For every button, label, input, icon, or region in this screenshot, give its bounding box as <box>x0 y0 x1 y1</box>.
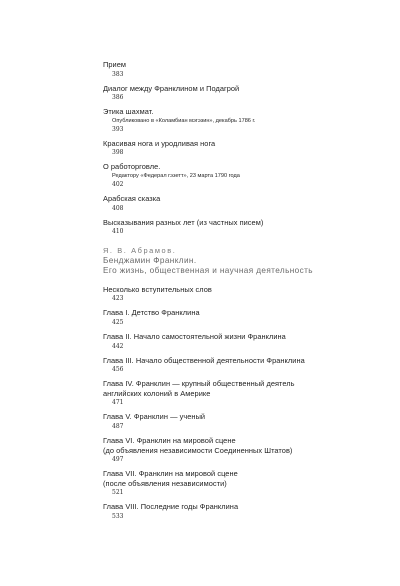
toc-entry-page: 408 <box>112 204 124 212</box>
toc-entry-page: 410 <box>112 228 124 236</box>
toc-entry-page: 402 <box>112 180 124 188</box>
toc-entry-title: О работорговле. <box>103 162 161 172</box>
toc-entry-note: Редактору «Федерал гэзетт», 23 марта 1790 года <box>112 172 240 179</box>
toc-entry[interactable] <box>103 412 383 431</box>
toc-entry[interactable] <box>103 469 383 497</box>
toc-entry-title: Глава II. Начало самостоятельной жизни Франклина <box>103 331 286 341</box>
table-of-contents <box>103 60 383 526</box>
toc-entry[interactable] <box>103 332 383 351</box>
toc-entry-page: 487 <box>112 422 124 430</box>
toc-entry-title: Глава V. Франклин — ученый <box>103 412 206 422</box>
section-author: Я. В. Абрамов. <box>103 246 177 256</box>
toc-entry[interactable] <box>103 379 383 407</box>
toc-entry-note: Опубликовано в «Коламбиан мэгэзин», декабрь 1786 г. <box>112 117 256 124</box>
toc-entry[interactable] <box>103 356 383 375</box>
toc-entry-title: Глава IV. Франклин — крупный общественный деятель <box>103 379 295 389</box>
toc-entry-page: 533 <box>112 512 124 520</box>
section-title-line1: Бенджамин Франклин. <box>103 255 197 265</box>
toc-entry-page: 442 <box>112 342 124 350</box>
toc-entry-title-continued: английских колоний в Америке <box>103 388 211 398</box>
toc-entry-title: Диалог между Франклином и Подагрой <box>103 83 240 93</box>
section-title-line2: Его жизнь, общественная и научная деятельность <box>103 265 313 275</box>
toc-entry-page: 383 <box>112 70 124 78</box>
toc-entry[interactable] <box>103 107 383 134</box>
toc-entry-page: 521 <box>112 489 124 497</box>
toc-entry-title: Глава III. Начало общественной деятельности Франклина <box>103 355 305 365</box>
toc-entry-title: Глава I. Детство Франклина <box>103 308 200 318</box>
toc-entry-title: Глава VII. Франклин на мировой сцене <box>103 469 238 479</box>
toc-entry-page: 393 <box>112 125 124 133</box>
toc-entry-page: 471 <box>112 399 124 407</box>
toc-entry-page: 386 <box>112 94 124 102</box>
toc-entry-title: Красивая нога и уродливая нога <box>103 138 216 148</box>
toc-entry-title: Высказывания разных лет (из частных писем) <box>103 217 264 227</box>
toc-entry-title-continued: (до объявления независимости Соединенных Штатов) <box>103 445 293 455</box>
toc-entry-title: Глава VIII. Последние годы Франклина <box>103 502 239 512</box>
toc-entry[interactable] <box>103 194 383 213</box>
toc-entry-title: Прием <box>103 60 126 69</box>
toc-entry[interactable] <box>103 162 383 189</box>
toc-entry[interactable] <box>103 60 383 79</box>
toc-entry[interactable] <box>103 308 383 327</box>
toc-entry[interactable] <box>103 285 383 304</box>
toc-entry[interactable] <box>103 502 383 521</box>
toc-entry-page: 456 <box>112 366 124 374</box>
toc-entry[interactable] <box>103 84 383 103</box>
toc-entry-title-continued: (после объявления независимости) <box>103 478 227 488</box>
toc-entry-title: Глава VI. Франклин на мировой сцене <box>103 435 236 445</box>
toc-entry-title: Арабская сказка <box>103 193 161 203</box>
toc-entry-page: 497 <box>112 456 124 464</box>
toc-entry-title: Несколько вступительных слов <box>103 284 212 294</box>
toc-entry-page: 425 <box>112 318 124 326</box>
toc-entry[interactable] <box>103 218 383 237</box>
toc-entry[interactable] <box>103 139 383 158</box>
toc-entry-title: Этика шахмат. <box>103 107 154 117</box>
section-heading <box>103 246 383 276</box>
toc-entry[interactable] <box>103 436 383 464</box>
toc-entry-page: 398 <box>112 149 124 157</box>
toc-entry-page: 423 <box>112 295 124 303</box>
